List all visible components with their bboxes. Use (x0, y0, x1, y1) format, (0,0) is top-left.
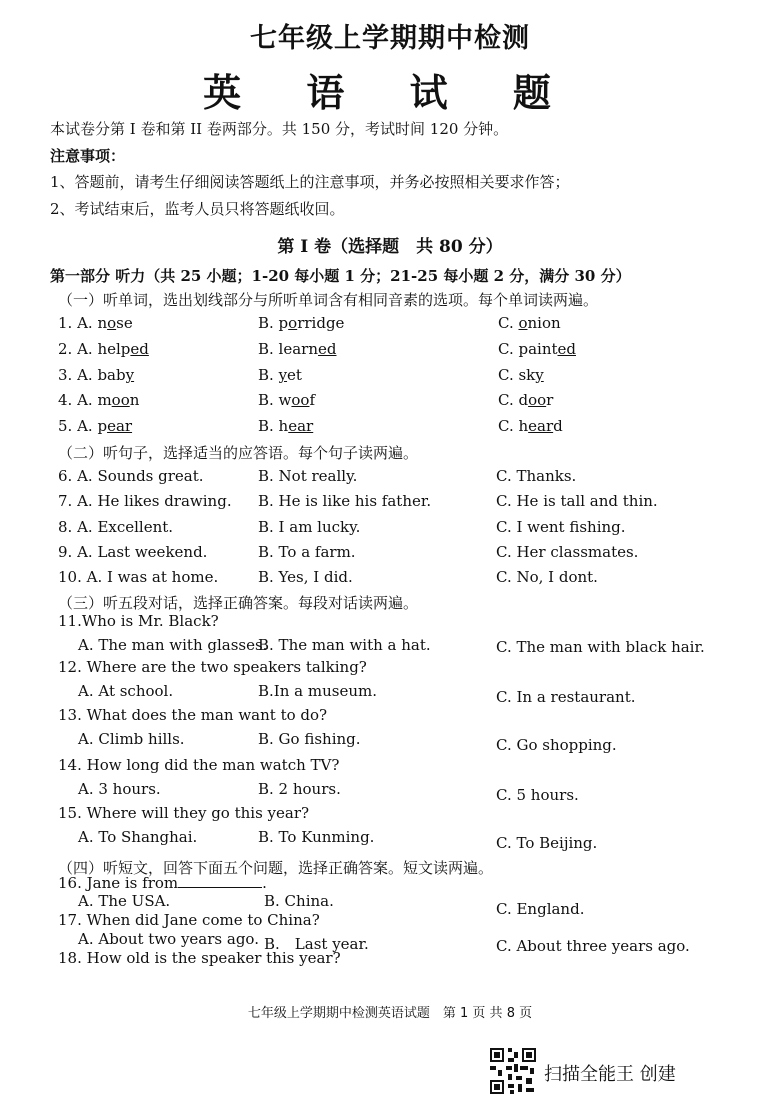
option-row (0, 391, 780, 413)
option-a: 6. A. Sounds great. (58, 467, 204, 485)
option-b: B. Go fishing. (258, 730, 361, 748)
option-a: A. The man with glasses. (78, 636, 268, 654)
option-c: C. About three years ago. (496, 937, 690, 955)
sub-instruction-1: （一）听单词，选出划线部分与所听单词含有相同音素的选项。每个单词读两遍。 (58, 291, 599, 309)
option-row (0, 314, 780, 336)
option-row (0, 682, 780, 704)
subject-title: 英 语 试 题 (203, 70, 577, 115)
option-text: 5. A. p (58, 417, 108, 435)
option-text: B. w (258, 391, 292, 409)
option-c: C. No, I dont. (496, 568, 598, 586)
underlined-letters: oo (291, 391, 310, 409)
option-c (498, 314, 561, 332)
option-row (0, 543, 780, 565)
option-b (258, 417, 313, 435)
underlined-letters: y (125, 366, 135, 384)
option-text: C. sk (498, 366, 536, 384)
underlined-letters: ear (107, 417, 133, 435)
option-row (0, 492, 780, 514)
option-c: C. To Beijing. (496, 834, 598, 852)
question-15: 15. Where will they go this year? (58, 804, 310, 822)
option-row (0, 636, 780, 658)
option-c: C. In a restaurant. (496, 688, 636, 706)
underlined-letters: ear (288, 417, 314, 435)
option-text: se (116, 314, 133, 332)
option-row (0, 828, 780, 850)
option-b: B. He is like his father. (258, 492, 432, 510)
option-c (498, 391, 553, 409)
option-b: B.In a museum. (258, 682, 377, 700)
option-c: C. England. (496, 900, 585, 918)
question-16 (58, 873, 267, 892)
option-a (58, 366, 134, 384)
question-14: 14. How long did the man watch TV? (58, 756, 340, 774)
option-text: C. paint (498, 340, 558, 358)
option-text: B. p (258, 314, 289, 332)
option-text: et (287, 366, 302, 384)
option-c (498, 366, 544, 384)
option-c: C. He is tall and thin. (496, 492, 658, 510)
option-b: B. Last year. (264, 935, 369, 953)
option-a: 9. A. Last weekend. (58, 543, 208, 561)
question-17: 17. When did Jane come to China? (58, 911, 320, 929)
underlined-letters: y (278, 366, 288, 384)
option-b: B. To a farm. (258, 543, 356, 561)
option-text: B. learn (258, 340, 319, 358)
option-b: B. China. (264, 892, 334, 910)
option-b (258, 314, 344, 332)
option-b: B. Yes, I did. (258, 568, 353, 586)
option-text: 3. A. bab (58, 366, 126, 384)
sub-instruction-2: （二）听句子，选择适当的应答语。每个句子读两遍。 (58, 444, 419, 462)
option-a: A. The USA. (78, 892, 171, 910)
option-text: n (129, 391, 140, 409)
option-b (258, 391, 315, 409)
option-a: 10. A. I was at home. (58, 568, 219, 586)
page-footer: 七年级上学期期中检测英语试题 第 1 页 共 8 页 (247, 1006, 533, 1021)
underlined-letters: o (288, 314, 298, 332)
question-end: . (262, 874, 267, 892)
sub-instruction-4: （四）听短文，回答下面五个问题，选择正确答案。短文读两遍。 (58, 859, 494, 877)
underlined-letters: ed (130, 340, 149, 358)
question-18: 18. How old is the speaker this year? (58, 949, 341, 967)
option-text: B. h (258, 417, 289, 435)
option-a (58, 314, 133, 332)
option-b: B. Not really. (258, 467, 358, 485)
option-text: C. h (498, 417, 529, 435)
option-a: 8. A. Excellent. (58, 518, 174, 536)
option-text: B. (258, 366, 279, 384)
section-title: 第 I 卷（选择题 共 80 分） (277, 237, 503, 257)
option-a: A. About two years ago. (78, 930, 259, 948)
option-c: C. Thanks. (496, 467, 577, 485)
question-text: 16. Jane is from (58, 874, 179, 892)
option-row (0, 417, 780, 439)
notice-title: 注意事项： (50, 147, 126, 165)
option-a (58, 340, 149, 358)
option-text: 1. A. n (58, 314, 108, 332)
option-c: C. Go shopping. (496, 736, 617, 754)
option-a (58, 417, 132, 435)
part-title: 第一部分 听力（共 25 小题；1-20 每小题 1 分；21-25 每小题 2 分，满分 30 分） (50, 267, 631, 285)
option-row (0, 730, 780, 752)
option-text: nion (527, 314, 561, 332)
option-a (58, 391, 139, 409)
option-text: r (546, 391, 554, 409)
underlined-letters: y (535, 366, 544, 384)
question-11: 11.Who is Mr. Black? (58, 612, 219, 630)
option-c: C. 5 hours. (496, 786, 579, 804)
notice-item-1: 1、答题前，请考生仔细阅读答题纸上的注意事项，并务必按照相关要求作答； (50, 173, 570, 191)
option-a: 7. A. He likes drawing. (58, 492, 232, 510)
option-c: C. I went fishing. (496, 518, 626, 536)
sub-instruction-3: （三）听五段对话，选择正确答案。每段对话读两遍。 (58, 594, 419, 612)
option-b (258, 366, 302, 384)
option-row (0, 518, 780, 540)
option-text: C. d (498, 391, 529, 409)
underlined-letters: o (107, 314, 117, 332)
option-text: C. (498, 314, 519, 332)
option-b: B. To Kunming. (258, 828, 375, 846)
option-b: B. 2 hours. (258, 780, 341, 798)
option-row (0, 366, 780, 388)
option-a: A. To Shanghai. (78, 828, 198, 846)
question-12: 12. Where are the two speakers talking? (58, 658, 367, 676)
intro-line: 本试卷分第 I 卷和第 II 卷两部分。共 150 分，考试时间 120 分钟。 (50, 120, 509, 138)
option-text: 4. A. m (58, 391, 112, 409)
exam-title: 七年级上学期期中检测 (250, 23, 530, 54)
option-a: A. At school. (78, 682, 174, 700)
scanner-brand: 扫描全能王 创建 (544, 1064, 676, 1085)
option-text: 2. A. help (58, 340, 131, 358)
option-a: A. Climb hills. (78, 730, 185, 748)
underlined-letters: o (518, 314, 528, 332)
option-row (0, 780, 780, 802)
option-b (258, 340, 337, 358)
option-c (498, 417, 563, 435)
underlined-letters: ed (557, 340, 576, 358)
underlined-letters: ed (318, 340, 337, 358)
option-text: f (309, 391, 316, 409)
underlined-letters: ear (528, 417, 554, 435)
option-row (0, 340, 780, 362)
option-a: A. 3 hours. (78, 780, 161, 798)
option-text: rridge (297, 314, 345, 332)
option-c: C. The man with black hair. (496, 638, 705, 656)
option-b: B. I am lucky. (258, 518, 361, 536)
qr-code-icon (488, 1046, 538, 1096)
underlined-letters: oo (528, 391, 547, 409)
option-c: C. Her classmates. (496, 543, 639, 561)
option-text: d (553, 417, 563, 435)
option-row (0, 568, 780, 590)
option-b: B. The man with a hat. (258, 636, 431, 654)
answer-blank (178, 873, 262, 888)
question-13: 13. What does the man want to do? (58, 706, 328, 724)
notice-item-2: 2、考试结束后，监考人员只将答题纸收回。 (50, 200, 345, 218)
option-c (498, 340, 576, 358)
underlined-letters: oo (111, 391, 130, 409)
option-row (0, 467, 780, 489)
